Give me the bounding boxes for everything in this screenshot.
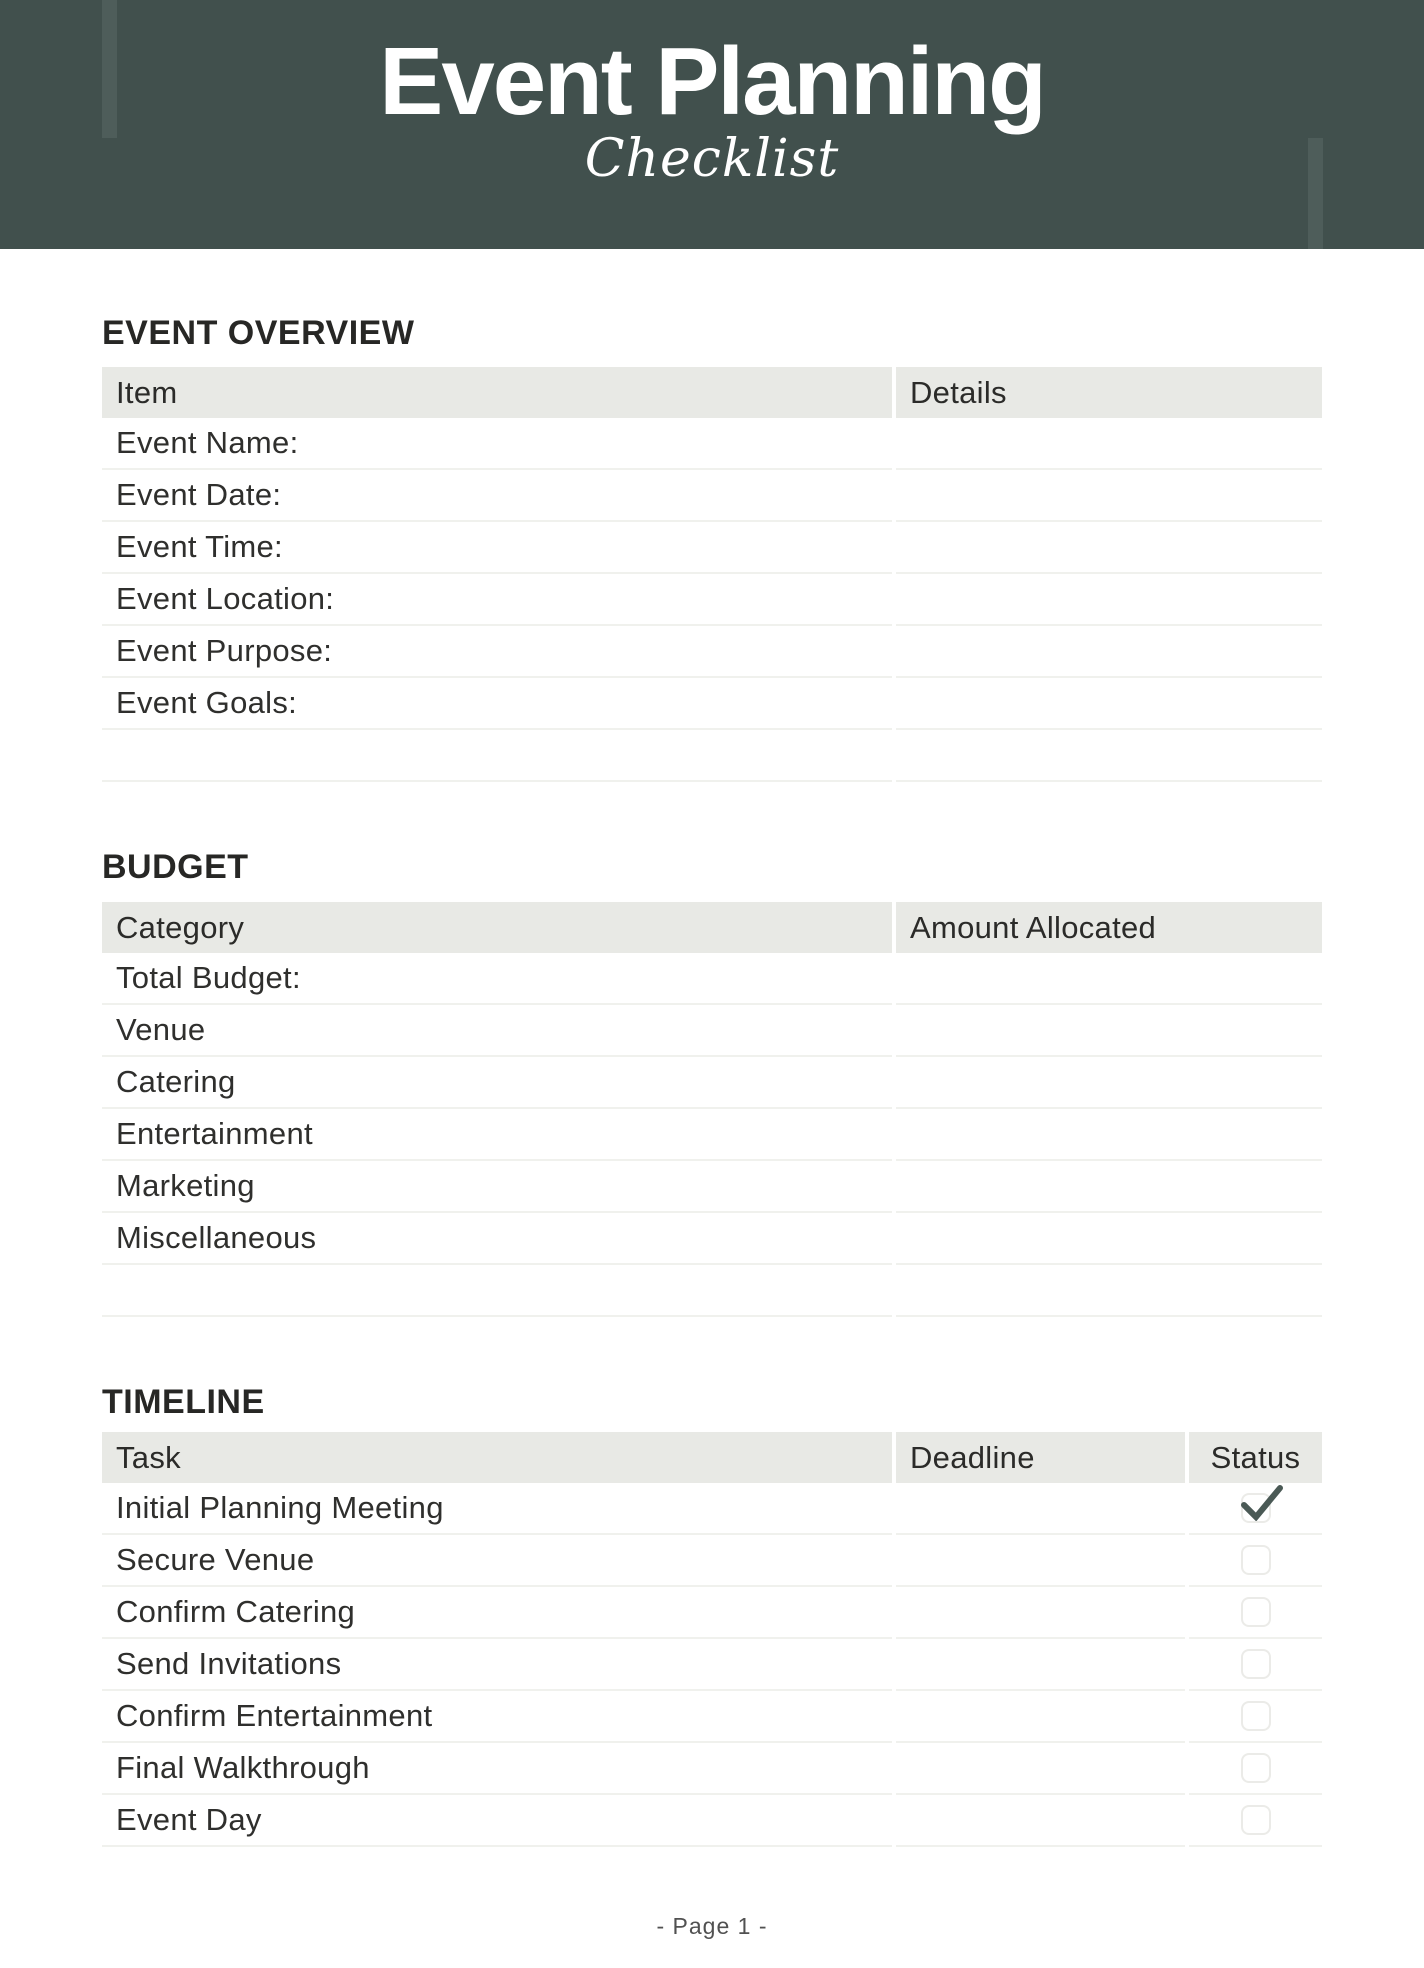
- fill-in-cell: [896, 1161, 1322, 1213]
- column-header-status: [1189, 1432, 1322, 1483]
- header-band: [0, 0, 1424, 249]
- status-checkbox[interactable]: [1241, 1805, 1271, 1835]
- table-row: [102, 1109, 1322, 1161]
- table-header-row: [102, 902, 1322, 953]
- row-label: Event Purpose:: [116, 633, 333, 668]
- table-row: [102, 1213, 1322, 1265]
- page-content: [0, 316, 1424, 1940]
- row-label: Marketing: [116, 1168, 255, 1203]
- status-checkbox[interactable]: [1241, 1545, 1271, 1575]
- row-label: Venue: [116, 1012, 206, 1047]
- fill-in-cell: [896, 1483, 1185, 1535]
- table-row: [102, 574, 1322, 626]
- row-label: Event Time:: [116, 529, 283, 564]
- column-header-label: Deadline: [910, 1439, 1035, 1475]
- table-row: [102, 1587, 1322, 1639]
- fill-in-cell: [896, 522, 1322, 574]
- task-label: Secure Venue: [116, 1542, 315, 1577]
- page-subtitle: Checklist: [584, 129, 840, 189]
- fill-in-cell: [896, 1587, 1185, 1639]
- task-label: Initial Planning Meeting: [116, 1490, 444, 1525]
- row-label: Total Budget:: [116, 960, 301, 995]
- column-header-label: Task: [116, 1439, 181, 1475]
- task-label: Event Day: [116, 1802, 262, 1837]
- budget-heading: BUDGET: [102, 848, 249, 886]
- fill-in-cell: [896, 730, 1322, 782]
- column-header-label: Item: [116, 374, 178, 410]
- row-label: Event Name:: [116, 425, 299, 460]
- table-header-row: [102, 1432, 1322, 1483]
- fill-in-cell: [896, 678, 1322, 730]
- table-row: [102, 1639, 1322, 1691]
- column-header-label: Amount Allocated: [910, 909, 1157, 945]
- section-budget: [102, 850, 1322, 1317]
- fill-in-cell: [896, 1795, 1185, 1847]
- budget-table: [102, 902, 1322, 1317]
- row-label: Miscellaneous: [116, 1220, 317, 1255]
- column-header-label: Category: [116, 909, 245, 945]
- task-label: Confirm Entertainment: [116, 1698, 433, 1733]
- table-row: [102, 522, 1322, 574]
- fill-in-cell: [896, 1743, 1185, 1795]
- column-header-category: [102, 902, 892, 953]
- section-timeline: [102, 1385, 1322, 1847]
- fill-in-cell: [896, 1265, 1322, 1317]
- checkmark-icon: [1241, 1485, 1283, 1521]
- table-row: [102, 1005, 1322, 1057]
- table-row: [102, 1743, 1322, 1795]
- table-row: [102, 1535, 1322, 1587]
- table-row: [102, 953, 1322, 1005]
- row-label: Event Goals:: [116, 685, 298, 720]
- column-header-task: [102, 1432, 892, 1483]
- timeline-table: [102, 1432, 1322, 1847]
- table-row: [102, 730, 1322, 782]
- column-header-amount: [896, 902, 1322, 953]
- table-row: [102, 1057, 1322, 1109]
- fill-in-cell: [896, 1005, 1322, 1057]
- status-checkbox[interactable]: [1241, 1597, 1271, 1627]
- column-header-label: Status: [1210, 1439, 1301, 1475]
- table-row: [102, 1483, 1322, 1535]
- row-label: Entertainment: [116, 1116, 313, 1151]
- fill-in-cell: [896, 1639, 1185, 1691]
- table-row: [102, 1691, 1322, 1743]
- timeline-heading: TIMELINE: [102, 1383, 265, 1421]
- event-overview-heading: EVENT OVERVIEW: [102, 314, 415, 352]
- page-number: - Page 1 -: [656, 1913, 768, 1939]
- column-header-deadline: [896, 1432, 1185, 1483]
- row-label: Catering: [116, 1064, 236, 1099]
- fill-in-cell: [896, 626, 1322, 678]
- table-row: [102, 470, 1322, 522]
- table-row: [102, 418, 1322, 470]
- column-header-details: [896, 367, 1322, 418]
- column-header-label: Details: [910, 374, 1007, 410]
- fill-in-cell: [896, 1109, 1322, 1161]
- table-row: [102, 678, 1322, 730]
- table-row: [102, 1265, 1322, 1317]
- section-event-overview: [102, 316, 1322, 782]
- decorative-stripe-right: [1308, 138, 1323, 249]
- page-title: Event Planning: [379, 28, 1045, 135]
- fill-in-cell: [896, 470, 1322, 522]
- fill-in-cell: [896, 574, 1322, 626]
- status-checkbox[interactable]: [1241, 1493, 1271, 1523]
- column-header-item: [102, 367, 892, 418]
- row-label: Event Location:: [116, 581, 335, 616]
- fill-in-cell: [896, 418, 1322, 470]
- table-row: [102, 626, 1322, 678]
- fill-in-cell: [896, 1213, 1322, 1265]
- fill-in-cell: [896, 1057, 1322, 1109]
- status-checkbox[interactable]: [1241, 1649, 1271, 1679]
- table-row: [102, 1161, 1322, 1213]
- status-checkbox[interactable]: [1241, 1753, 1271, 1783]
- row-label: Event Date:: [116, 477, 282, 512]
- status-checkbox[interactable]: [1241, 1701, 1271, 1731]
- fill-in-cell: [896, 953, 1322, 1005]
- task-label: Final Walkthrough: [116, 1750, 370, 1785]
- fill-in-cell: [896, 1535, 1185, 1587]
- table-row: [102, 1795, 1322, 1847]
- decorative-stripe-left: [102, 0, 117, 138]
- task-label: Send Invitations: [116, 1646, 342, 1681]
- table-header-row: [102, 367, 1322, 418]
- fill-in-cell: [896, 1691, 1185, 1743]
- task-label: Confirm Catering: [116, 1594, 356, 1629]
- event-overview-table: [102, 367, 1322, 782]
